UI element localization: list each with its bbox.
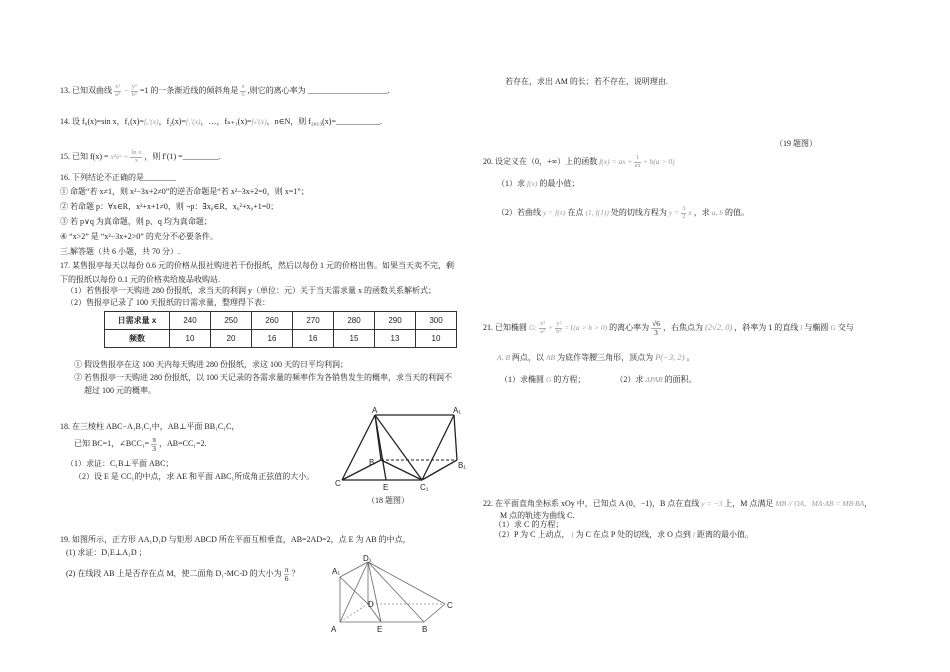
question-22-line-1 xyxy=(483,499,872,509)
question-21-line-1 xyxy=(483,320,854,336)
q19-text-a: (2) 在线段 AB 上是否存在点 M，使二面角 D₁-MC-D 的大小为 xyxy=(66,568,282,578)
question-22-line-4 xyxy=(494,530,753,540)
table-cell: 250 xyxy=(211,312,252,330)
fig18-label-B: B xyxy=(369,458,375,467)
question-17-sub-3: 超过 100 元的概率。 xyxy=(84,386,156,395)
q22-p2-l2: l xyxy=(692,530,695,539)
fig19-label-E: E xyxy=(377,625,383,634)
q18-text-b: ，AB=CC₁=2. xyxy=(159,438,207,448)
q20-function-a: f(x) = ax + xyxy=(599,156,633,166)
table-cell: 300 xyxy=(416,312,457,330)
q14-text-3: ，…，fₙ₊₁(x)= xyxy=(200,117,252,126)
q20-p2-h: ，求 xyxy=(693,207,710,217)
question-16-item-4: ④ “x>2” 是 “x²−3x+2>0” 的充分不必要条件。 xyxy=(60,232,218,241)
q22-text-c: 上，M 点满足 xyxy=(724,499,774,508)
q22-p2-e: 距离的最小值。 xyxy=(696,530,753,539)
question-22-line-3: （1）求 C 的方程； xyxy=(494,520,564,529)
q21-fraction-y2-b2: $\frac{\text{y²}}{\text{b²}}$ xyxy=(556,320,562,335)
q18-text-a: 已知 BC=1，∠BCC₁= xyxy=(74,438,150,448)
q21-text-d: 的离心率为 xyxy=(609,322,650,332)
question-17-line-2: 下的报纸以每份 0.1 元的价格卖给废品收购站. xyxy=(60,275,220,284)
q20-intro: 20. 设定义在（0，+∞）上的函数 xyxy=(483,156,598,166)
q21-G2: G xyxy=(830,322,836,332)
question-18-line-4: （2）设 E 是 CC₁的中点，求 AE 和平面 ABC₁所成角正弦值的大小。 xyxy=(74,472,315,481)
q20-p2-x: x xyxy=(688,207,692,217)
q13-end: . xyxy=(387,85,390,95)
fig19-label-D1: D₁ xyxy=(363,554,372,563)
q15-x2-ex: x²eˣ + xyxy=(110,151,129,161)
q21-plus: + xyxy=(548,322,554,332)
q22-p2-l: l xyxy=(571,530,574,539)
question-16-item-3: ③ 若 p∨q 为真命题，则 p、q 均为真命题； xyxy=(60,217,212,226)
q18-fraction-pi-3: $\frac{\pi}{3}$ xyxy=(152,435,156,453)
q20-fraction-1-ax: $\frac{1}{ax}$ xyxy=(634,154,641,169)
q21-focus: (2√2, 0) xyxy=(704,321,733,332)
table-cell: 270 xyxy=(293,312,334,330)
question-18-line-3: （1）求证：C₁B⊥平面 ABC； xyxy=(66,459,174,468)
fig19-label-C: C xyxy=(447,601,453,610)
q20-p2-point: (1, f(1)) xyxy=(585,207,609,217)
table-header-frequency: 频数 xyxy=(105,330,170,348)
fig19-label-D: D xyxy=(368,600,374,609)
question-18-line-1: 18. 在三棱柱 ABC−A₁B₁C₁中，AB⊥平面 BB₁C₁C， xyxy=(60,422,240,431)
q21-text-2d: 为底作等腰三角形，顶点为 xyxy=(557,353,654,362)
q13-fraction-pi-6: $\frac{\pi}{6}$ xyxy=(241,83,245,98)
q15-prefix: 15. 已知 f(x) = xyxy=(60,151,109,161)
fig19-label-B: B xyxy=(422,625,428,634)
figure-18-prism-diagram xyxy=(332,405,472,495)
question-16-item-1: ① 命题“若 x≠1，则 x²−3x+2≠0”的逆否命题是“若 x²−3x+2=0，则 x=1”； xyxy=(60,187,309,196)
question-20-line-3 xyxy=(497,206,749,220)
q20-function-b: + b(a > 0) xyxy=(642,156,675,166)
q22-intro: 22. 在平面直角坐标系 xOy 中，已知点 A (0，−1)，B 点在直线 xyxy=(483,499,700,508)
q21-text-e: ，右焦点为 xyxy=(662,322,703,332)
q22-p2-c: 为 C 在点 P 处的切线，求 O 点到 xyxy=(575,530,691,539)
q21-p1-a: （1）求椭圆 xyxy=(500,375,544,384)
question-19-line-3 xyxy=(66,566,299,582)
q21-condition: =1(a > b > 0) xyxy=(564,322,608,332)
q15-fraction-lnx-x: $\frac{\text{ln x}}{x}$ xyxy=(131,149,142,164)
fig18-label-C1: C₁ xyxy=(420,483,429,492)
q20-p2-curve: y = f(x) xyxy=(543,207,566,217)
table-header-demand: 日需求量 x xyxy=(105,312,170,330)
q21-p1-G: G xyxy=(546,375,552,384)
q20-p2-tangent: y = xyxy=(668,207,680,217)
question-17-line-1: 17. 某售报亭每天以每份 0.6 元的价格从报社购进若干份报纸，然后以每份 1 元的价格出售。如果当天卖不完，剩 xyxy=(60,261,454,270)
fig18-label-E: E xyxy=(383,483,389,492)
q21-text-2f: 。 xyxy=(686,353,695,362)
q13-middle: =1 的一条渐近线的倾斜角是 xyxy=(139,85,239,95)
q14-text: 14. 设 f₀(x)=sin x，f₁(x)= xyxy=(60,117,144,126)
q20-p1-fx: f(x) xyxy=(527,179,538,188)
question-18-line-2 xyxy=(74,436,207,452)
q14-end: . xyxy=(379,117,382,126)
q21-l: l xyxy=(800,322,803,332)
figure-19-solid-diagram xyxy=(330,552,460,636)
q14-f1-derivative: f₁′(x) xyxy=(185,117,201,126)
q21-p2-triangle: ΔPAB xyxy=(645,375,663,384)
fig18-label-C: C xyxy=(335,479,341,488)
q14-answer-blank[interactable]: ___________ xyxy=(335,117,380,126)
table-row-frequency xyxy=(105,330,457,348)
q21-eccentricity: $\frac{√6}{3}$ xyxy=(652,319,660,337)
table-cell: 20 xyxy=(211,330,252,348)
question-17-sub-1: ① 假设售报亭在这 100 天内每天购进 280 份报纸，求这 100 天的日平均利润； xyxy=(74,360,348,369)
section-3-heading: 三.解答题（共 6 小题，共 70 分）. xyxy=(60,247,180,256)
q21-p2-c: 的面积。 xyxy=(664,375,697,384)
question-17-line-3: （1）若售报亭一天购进 280 份报纸，求当天的利润 y（单位：元）关于当天需求量 x 的函数关系解析式； xyxy=(66,286,436,295)
demand-frequency-table xyxy=(104,311,457,348)
q13-fraction-x2-a2: $\frac{\text{x²}}{\text{a²}}$ xyxy=(115,83,121,98)
q13-post: ,则它的离心率为 xyxy=(247,85,306,95)
question-17-sub-2: ② 若售报亭一天购进 280 份报纸，以 100 天记录的各需求量的频率作为各销售发生的概率，求当天的利润不 xyxy=(74,373,452,382)
q22-text-e: ， xyxy=(864,499,873,508)
q15-end: . xyxy=(218,151,221,161)
fig19-label-A: A xyxy=(331,625,337,634)
fig18-label-A: A xyxy=(372,406,378,415)
q13-fraction-y2-b2: $\frac{\text{y²}}{\text{b²}}$ xyxy=(131,83,137,98)
fig18-label-B1: B₁ xyxy=(458,461,467,470)
q20-p1-a: （1）求 xyxy=(497,179,525,188)
q21-text-i: 与椭圆 xyxy=(804,322,829,332)
q20-p2-c: 在点 xyxy=(567,207,584,217)
question-14 xyxy=(60,117,382,127)
q20-fraction-3-2: $\frac{3}{2}$ xyxy=(682,205,686,220)
question-13 xyxy=(60,84,390,98)
q21-text-g: ，斜率为 1 的直线 xyxy=(734,322,799,332)
q21-text-2b: 两点，以 xyxy=(511,353,544,362)
question-21-line-3 xyxy=(500,375,697,385)
q14-text-2: ，f₂(x)= xyxy=(158,117,186,126)
question-21-line-2 xyxy=(497,353,694,363)
table-cell: 280 xyxy=(334,312,375,330)
q20-p2-e: 处的切线方程为 xyxy=(610,207,667,217)
question-19-continued: 若存在，求出 AM 的长；若不存在，说明理由. xyxy=(505,77,668,86)
q21-p1-c: 的方程； xyxy=(553,375,586,384)
q14-text-4: ，n∈N，则 f₂₀₁₃(x)= xyxy=(266,117,336,126)
q21-fraction-x2-a2: $\frac{\text{x²}}{\text{a²}}$ xyxy=(539,320,546,335)
question-16-item-2: ② 若命题 p：∀x∈R，x²+x+1≠0，则 ¬p：∃x₀∈R，x₀²+x₀+1=0； xyxy=(60,202,279,211)
q21-text-k: 交与 xyxy=(837,322,854,332)
q20-p2-j: 的值。 xyxy=(725,207,749,217)
fig18-label-A1: A₁ xyxy=(453,406,462,415)
table-row-demand xyxy=(105,312,457,330)
question-22-line-2: M 点的轨迹为曲线 C. xyxy=(500,511,575,520)
q14-fn-derivative: fₙ′(x) xyxy=(251,117,267,126)
q22-p2-a: （2）P 为 C 上动点， xyxy=(494,530,570,539)
question-15 xyxy=(60,150,221,164)
q21-AB2: AB xyxy=(545,353,556,362)
q21-AB: A, B xyxy=(497,353,510,362)
q19-text-b: ？ xyxy=(291,568,300,578)
table-cell: 15 xyxy=(334,330,375,348)
figure-18-caption: （18 题图） xyxy=(367,496,409,505)
q15-post: ，则 f′(1) = xyxy=(144,151,183,161)
q20-p2-ab: a, b xyxy=(711,207,723,217)
q13-answer-blank[interactable]: ____________________ xyxy=(307,85,388,95)
q21-intro: 21. 已知椭圆 xyxy=(483,322,527,332)
table-cell: 290 xyxy=(375,312,416,330)
table-cell: 16 xyxy=(252,330,293,348)
q14-f0-derivative: f₀′(x) xyxy=(143,117,159,126)
q20-p1-c: 的最小值； xyxy=(539,179,580,188)
question-20-line-2 xyxy=(497,179,579,189)
question-19-line-1: 19. 如图所示，正方形 AA₁D₁D 与矩形 ABCD 所在平面互相垂直，AB=2AD=2，点 E 为 AB 的中点， xyxy=(60,535,411,544)
question-20-line-1 xyxy=(483,155,675,169)
q19-fraction-pi-6: $\frac{\pi}{6}$ xyxy=(284,565,289,583)
table-cell: 260 xyxy=(252,312,293,330)
q21-p2-a: （2）求 xyxy=(615,375,644,384)
q13-prefix: 13. 已知双曲线 xyxy=(60,85,112,95)
table-cell: 13 xyxy=(375,330,416,348)
q21-vertex-P: P(−3, 2) xyxy=(655,352,685,362)
q22-line-y: y = −3 xyxy=(701,499,723,508)
q13-minus: − xyxy=(123,85,129,95)
figure-19-caption: （19 题图） xyxy=(775,139,817,148)
q20-p2-a: （2）若曲线 xyxy=(497,207,541,217)
fig19-label-A1: A₁ xyxy=(332,567,341,576)
q22-vector-condition: MB // OA，MA·AB = MB·BA xyxy=(775,499,865,508)
table-cell: 16 xyxy=(293,330,334,348)
q21-G: G: xyxy=(529,322,537,332)
question-19-line-2: (1) 求证：D₁E⊥A₁D ； xyxy=(66,548,147,557)
question-16-title: 16. 下列结论不正确的是________ xyxy=(60,173,176,182)
q15-answer-blank[interactable]: _________ xyxy=(182,151,219,161)
table-cell: 10 xyxy=(416,330,457,348)
table-cell: 240 xyxy=(170,312,211,330)
question-17-line-4: （2）售报亭记录了 100 天报纸的日需求量，整理得下表： xyxy=(66,298,270,307)
table-cell: 10 xyxy=(170,330,211,348)
